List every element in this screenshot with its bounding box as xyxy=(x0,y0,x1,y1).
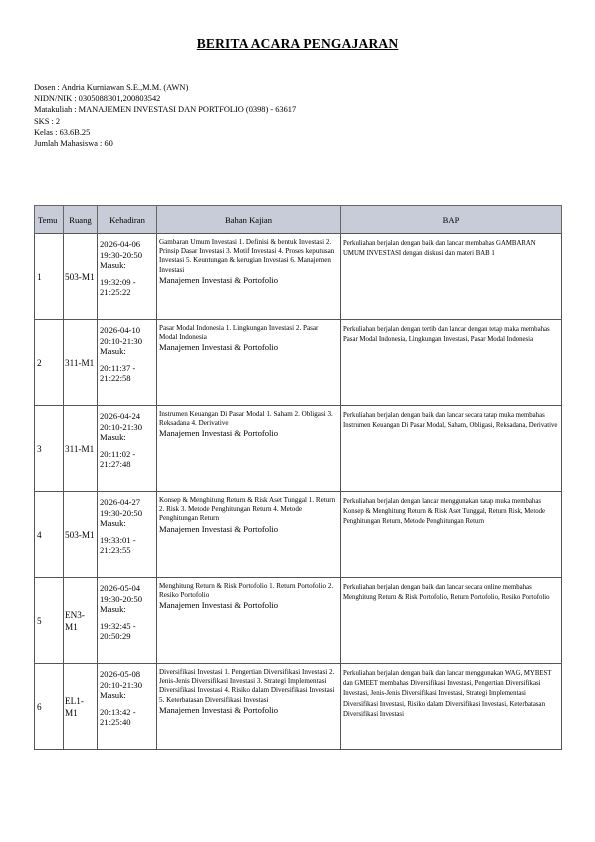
nidn-field: NIDN/NIK : 0305088301,200803542 xyxy=(34,94,161,104)
cell-bap: Perkuliahan berjalan dengan tertib dan lancar dengan tetap maka membahas Pasar Modal Indonesia, Lingkungan Investasi, Pasar Modal Indonesia xyxy=(341,320,562,406)
time-text: 20:10-21:30 xyxy=(100,335,143,346)
page-title: BERITA ACARA PENGAJARAN xyxy=(196,36,399,51)
header-bahan-kajian: Bahan Kajian xyxy=(157,206,341,234)
topic-text: Instrumen Keuangan Di Pasar Modal 1. Saham 2. Obligasi 3. Reksadana 4. Derivative xyxy=(159,410,333,428)
cell-kehadiran xyxy=(98,406,157,492)
topic-text: Gambaran Umum Investasi 1. Definisi & bentuk Investasi 2. Prinsip Dasar Investasi 3. Motif Investasi 4. Proses keputusan Investasi 5. Keuntungan & kerugian Investasi 6. Manajemen Investasi xyxy=(159,238,335,274)
topic-text: Diversifikasi Investasi 1. Pengertian Diversifikasi Investasi 2. Jenis-Jenis Diversifikasi Investasi 3. Strategi Implementasi Diversifikasi Investasi 4. Risiko dalam Diversifikasi Investasi 5. Keterbatasan Diversifikasi Investasi xyxy=(159,668,335,704)
masuk-label: Masuk: xyxy=(100,518,126,528)
attendance-time: 20:11:37 - 21:22:58 xyxy=(100,362,136,383)
date-text: 2026-04-10 xyxy=(100,325,141,335)
date-text: 2026-04-24 xyxy=(100,411,141,421)
cell-temu: 6 xyxy=(35,664,64,750)
cell-kehadiran xyxy=(98,492,157,578)
cell-ruang: 503-M1 xyxy=(64,492,98,578)
cell-bahan-kajian xyxy=(157,320,341,406)
table-row xyxy=(35,578,562,664)
time-text: 19:30-20:50 xyxy=(100,593,143,604)
cell-bap: Perkuliahan berjalan dengan baik dan lancar secara online membahas Menghitung Return & Risk Portofolio, Return Portofolio, Resiko Portofolio xyxy=(341,578,562,664)
header-kehadiran: Kehadiran xyxy=(98,206,157,234)
topic-text: Menghitung Return & Risk Portofolio 1. Return Portofolio 2. Resiko Portofolio xyxy=(159,582,334,600)
cell-ruang: 311-M1 xyxy=(64,406,98,492)
table-row xyxy=(35,406,562,492)
cell-temu: 2 xyxy=(35,320,64,406)
course-name-text: Manajemen Investasi & Portofolio xyxy=(159,428,279,439)
course-name-text: Manajemen Investasi & Portofolio xyxy=(159,704,279,715)
masuk-label: Masuk: xyxy=(100,690,126,700)
cell-temu: 1 xyxy=(35,234,64,320)
masuk-label: Masuk: xyxy=(100,604,126,614)
cell-bap: Perkuliahan berjalan dengan baik dan lancar membahas GAMBARAN UMUM INVESTASI dengan diskusi dan materi BAB 1 xyxy=(341,234,562,320)
cell-bahan-kajian xyxy=(157,578,341,664)
time-text: 19:30-20:50 xyxy=(100,249,143,260)
topic-text: Konsep & Menghitung Return & Risk Aset Tunggal 1. Return 2. Risk 3. Metode Penghitungan Return 4. Metode Penghitungan Return xyxy=(159,496,336,523)
cell-bahan-kajian xyxy=(157,492,341,578)
date-text: 2026-04-06 xyxy=(100,239,141,249)
credits-field: SKS : 2 xyxy=(34,116,61,126)
cell-bahan-kajian xyxy=(157,406,341,492)
cell-bap: Perkuliahan berjalan dengan baik dan lancar menggunakan WAG, MYBEST dan GMEET membahas Diversifikasi Investasi, Pengertian Diversifikasi Investasi, Jenis-Jenis Diversifikasi Investasi, Strategi Implementasi Diversifikasi Investasi, Risiko dalam Diversifikasi Investasi, Keterbatasan Diversifikasi Investasi xyxy=(341,664,562,750)
lecturer-field: Dosen : Andria Kurniawan S.E.,M.M. (AWN) xyxy=(34,83,189,92)
attendance-time: 19:33:01 - 21:23:55 xyxy=(100,534,136,555)
course-field: Matakuliah : MANAJEMEN INVESTASI DAN PORTFOLIO (0398) - 63617 xyxy=(34,105,297,115)
table-row xyxy=(35,320,562,406)
course-name-text: Manajemen Investasi & Portofolio xyxy=(159,274,279,285)
cell-temu: 3 xyxy=(35,406,64,492)
course-info xyxy=(34,82,296,149)
cell-bahan-kajian xyxy=(157,234,341,320)
attendance-time: 19:32:45 - 20:50:29 xyxy=(100,620,136,641)
header-temu: Temu xyxy=(35,206,64,234)
cell-kehadiran xyxy=(98,320,157,406)
table-row xyxy=(35,492,562,578)
date-text: 2026-05-08 xyxy=(100,669,141,679)
time-text: 19:30-20:50 xyxy=(100,507,143,518)
cell-ruang: EN3-M1 xyxy=(64,578,98,664)
attendance-time: 20:11:02 - 21:27:48 xyxy=(100,448,136,469)
course-name-text: Manajemen Investasi & Portofolio xyxy=(159,523,279,534)
attendance-time: 19:32:09 - 21:25:22 xyxy=(100,276,136,297)
cell-temu: 5 xyxy=(35,578,64,664)
masuk-label: Masuk: xyxy=(100,346,126,356)
student-count-field: Jumlah Mahasiswa : 60 xyxy=(34,139,113,149)
cell-kehadiran xyxy=(98,234,157,320)
date-text: 2026-04-27 xyxy=(100,497,141,507)
course-name-text: Manajemen Investasi & Portofolio xyxy=(159,600,279,611)
time-text: 20:10-21:30 xyxy=(100,679,143,690)
attendance-time: 20:13:42 - 21:25:40 xyxy=(100,706,136,727)
header-bap: BAP xyxy=(341,206,562,234)
topic-text: Pasar Modal Indonesia 1. Lingkungan Investasi 2. Pasar Modal Indonesia xyxy=(159,324,319,342)
cell-kehadiran xyxy=(98,664,157,750)
date-text: 2026-05-04 xyxy=(100,583,141,593)
masuk-label: Masuk: xyxy=(100,432,126,442)
cell-bap: Perkuliahan berjalan dengan baik dan lancar secara tatap muka membahas Instrumen Keuangan Di Pasar Modal, Saham, Obligasi, Reksadana, Derivative xyxy=(341,406,562,492)
cell-bahan-kajian xyxy=(157,664,341,750)
cell-bap: Perkuliahan berjalan dengan lancar menggunakan tatap muka membahas Konsep & Menghitung Return & Risk Aset Tunggal, Return Risk, Metode Penghitungan Return, Metode Penghitungan Return xyxy=(341,492,562,578)
table-row xyxy=(35,234,562,320)
course-name-text: Manajemen Investasi & Portofolio xyxy=(159,342,279,353)
cell-ruang: 311-M1 xyxy=(64,320,98,406)
table-row xyxy=(35,664,562,750)
header-ruang: Ruang xyxy=(64,206,98,234)
cell-ruang: 503-M1 xyxy=(64,234,98,320)
teaching-log-table xyxy=(34,205,561,750)
cell-ruang: EL1-M1 xyxy=(64,664,98,750)
time-text: 20:10-21:30 xyxy=(100,421,143,432)
cell-temu: 4 xyxy=(35,492,64,578)
class-field: Kelas : 63.6B.25 xyxy=(34,127,91,137)
masuk-label: Masuk: xyxy=(100,260,126,270)
cell-kehadiran xyxy=(98,578,157,664)
